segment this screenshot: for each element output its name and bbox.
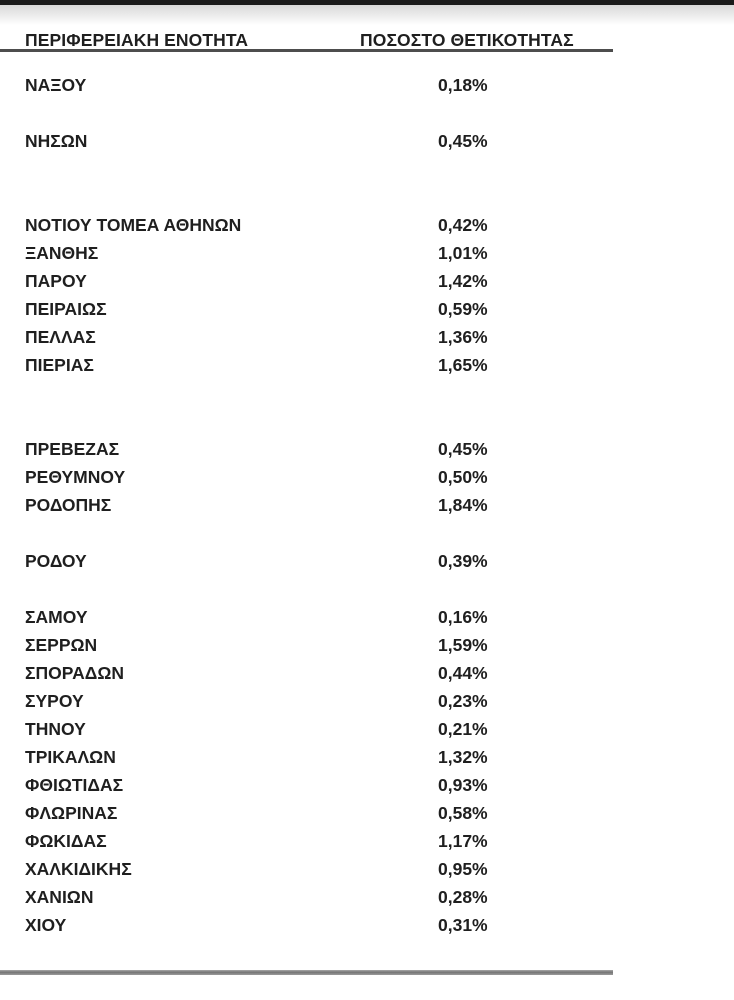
table-row xyxy=(0,211,613,239)
table-row xyxy=(0,127,613,155)
positivity-value: 0,58% xyxy=(438,803,488,823)
table-header-row xyxy=(0,30,613,52)
region-name: ΣΠΟΡΑΔΩΝ xyxy=(25,663,125,683)
positivity-value: 1,84% xyxy=(438,495,488,515)
region-name: ΤΡΙΚΑΛΩΝ xyxy=(25,747,116,767)
positivity-value: 0,95% xyxy=(438,859,488,879)
table-section xyxy=(0,211,613,379)
table-row xyxy=(0,911,613,939)
table-section xyxy=(0,71,613,99)
table-row xyxy=(0,603,613,631)
positivity-value: 0,45% xyxy=(438,439,488,459)
region-name: ΡΕΘΥΜΝΟΥ xyxy=(25,467,126,487)
positivity-value: 0,45% xyxy=(438,131,488,151)
region-name: ΠΑΡΟΥ xyxy=(25,271,87,291)
positivity-value: 1,65% xyxy=(438,355,488,375)
table-row xyxy=(0,435,613,463)
table-row xyxy=(0,827,613,855)
positivity-table xyxy=(0,30,613,975)
positivity-value: 0,28% xyxy=(438,887,488,907)
region-name: ΧΑΛΚΙΔΙΚΗΣ xyxy=(25,859,132,879)
table-section xyxy=(0,547,613,575)
table-row xyxy=(0,631,613,659)
table-bottom-rule xyxy=(0,970,613,975)
positivity-value: 0,39% xyxy=(438,551,488,571)
region-name: ΧΑΝΙΩΝ xyxy=(25,887,94,907)
table-row xyxy=(0,659,613,687)
region-name: ΞΑΝΘΗΣ xyxy=(25,243,99,263)
region-name: ΣΑΜΟΥ xyxy=(25,607,88,627)
table-row xyxy=(0,799,613,827)
positivity-value: 0,21% xyxy=(438,719,488,739)
region-name: ΠΕΙΡΑΙΩΣ xyxy=(25,299,107,319)
region-name: ΠΕΛΛΑΣ xyxy=(25,327,96,347)
positivity-value: 0,93% xyxy=(438,775,488,795)
positivity-value: 0,42% xyxy=(438,215,488,235)
positivity-value: 0,23% xyxy=(438,691,488,711)
table-row xyxy=(0,491,613,519)
page-top-shadow xyxy=(0,5,734,25)
region-name: ΣΕΡΡΩΝ xyxy=(25,635,98,655)
table-section xyxy=(0,603,613,939)
table-row xyxy=(0,771,613,799)
column-header-positivity: ΠΟΣΟΣΤΟ ΘΕΤΙΚΟΤΗΤΑΣ xyxy=(360,30,574,50)
table-body xyxy=(0,52,613,939)
region-name: ΤΗΝΟΥ xyxy=(25,719,86,739)
table-section xyxy=(0,127,613,155)
table-row xyxy=(0,463,613,491)
positivity-value: 1,17% xyxy=(438,831,488,851)
table-row xyxy=(0,323,613,351)
region-name: ΧΙΟΥ xyxy=(25,915,67,935)
table-row xyxy=(0,351,613,379)
region-name: ΠΡΕΒΕΖΑΣ xyxy=(25,439,120,459)
table-row xyxy=(0,267,613,295)
region-name: ΦΛΩΡΙΝΑΣ xyxy=(25,803,118,823)
positivity-value: 0,18% xyxy=(438,75,488,95)
table-row xyxy=(0,687,613,715)
region-name: ΡΟΔΟΥ xyxy=(25,551,87,571)
positivity-value: 0,50% xyxy=(438,467,488,487)
table-row xyxy=(0,239,613,267)
positivity-value: 1,42% xyxy=(438,271,488,291)
positivity-value: 1,01% xyxy=(438,243,488,263)
table-row xyxy=(0,883,613,911)
region-name: ΣΥΡΟΥ xyxy=(25,691,84,711)
table-row xyxy=(0,743,613,771)
table-row xyxy=(0,715,613,743)
positivity-value: 1,32% xyxy=(438,747,488,767)
region-name: ΠΙΕΡΙΑΣ xyxy=(25,355,94,375)
region-name: ΡΟΔΟΠΗΣ xyxy=(25,495,112,515)
positivity-value: 0,59% xyxy=(438,299,488,319)
table-row xyxy=(0,855,613,883)
positivity-value: 0,44% xyxy=(438,663,488,683)
region-name: ΝΟΤΙΟΥ ΤΟΜΕΑ ΑΘΗΝΩΝ xyxy=(25,215,242,235)
region-name: ΦΩΚΙΔΑΣ xyxy=(25,831,107,851)
table-row xyxy=(0,71,613,99)
table-row xyxy=(0,547,613,575)
table-section xyxy=(0,435,613,519)
table-row xyxy=(0,295,613,323)
region-name: ΦΘΙΩΤΙΔΑΣ xyxy=(25,775,124,795)
column-header-region: ΠΕΡΙΦΕΡΕΙΑΚΗ ΕΝΟΤΗΤΑ xyxy=(25,30,249,50)
positivity-value: 1,36% xyxy=(438,327,488,347)
positivity-value: 0,16% xyxy=(438,607,488,627)
positivity-value: 0,31% xyxy=(438,915,488,935)
positivity-value: 1,59% xyxy=(438,635,488,655)
region-name: ΝΑΞΟΥ xyxy=(25,75,87,95)
region-name: ΝΗΣΩΝ xyxy=(25,131,88,151)
